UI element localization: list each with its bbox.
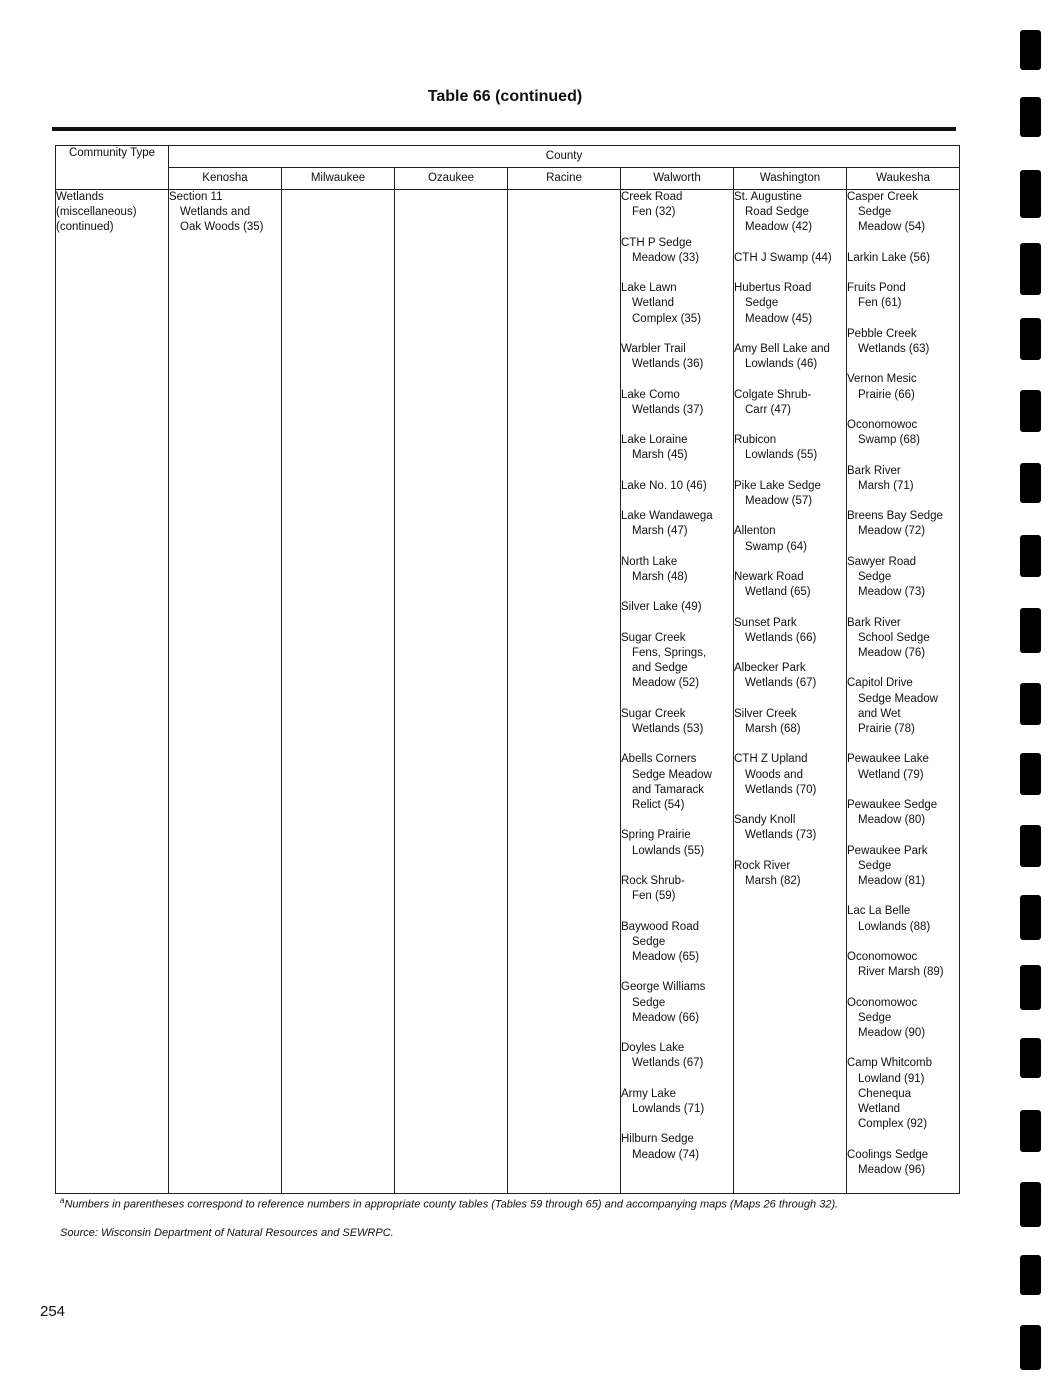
wetland-entry-line: Meadow (52) — [632, 677, 700, 690]
wetland-entry — [734, 281, 846, 327]
edge-mark — [1020, 1255, 1041, 1295]
wetland-entry-line: Wetland (79) — [858, 768, 924, 781]
wetland-entry-line: Meadow (65) — [632, 950, 700, 963]
wetland-entry-line: Marsh (47) — [632, 525, 688, 538]
edge-mark — [1020, 243, 1041, 295]
wetland-entry — [847, 950, 959, 980]
wetland-entry — [621, 1041, 733, 1071]
wetland-entry-line: Sedge — [632, 935, 666, 948]
wetland-entry-line: Lowlands (55) — [632, 844, 705, 857]
wetland-entry-line: Allenton — [734, 525, 776, 538]
wetland-entry — [734, 251, 846, 266]
wetland-entry-line: Wetlands (63) — [858, 342, 930, 355]
wetland-entry — [621, 190, 733, 220]
wetland-entry-line: Wetlands (70) — [745, 783, 817, 796]
wetland-entry-line: Relict (54) — [632, 798, 685, 811]
wetland-entry — [734, 752, 846, 798]
wetland-entry-line: Complex (35) — [632, 312, 702, 325]
wetland-entry — [621, 707, 733, 737]
footnote-marker: a — [60, 1196, 65, 1205]
wetland-entry-line: Newark Road — [734, 570, 804, 583]
wetland-entry-line: Meadow (74) — [632, 1148, 700, 1161]
kenosha-cell — [169, 190, 282, 1194]
wetland-entry-line: Sawyer Road — [847, 555, 917, 568]
wetland-entry-line: CTH J Swamp (44) — [734, 251, 832, 264]
wetland-entry — [734, 570, 846, 600]
wetland-entry — [847, 372, 959, 402]
wetland-entry-line: Meadow (54) — [858, 221, 926, 234]
edge-mark — [1020, 1182, 1041, 1227]
wetland-entry-line: Marsh (82) — [745, 874, 801, 887]
header-washington: Washington — [734, 168, 847, 190]
wetland-entry-line: River Marsh (89) — [858, 966, 944, 979]
wetland-entry-line: Larkin Lake (56) — [847, 251, 931, 264]
wetland-entry-line: Chenequa — [858, 1087, 912, 1100]
walworth-cell — [621, 190, 734, 1194]
wetland-entry-line: Section 11 — [169, 191, 223, 203]
page-number: 254 — [40, 1303, 66, 1320]
wetland-entry — [847, 1056, 959, 1132]
edge-marks — [1020, 0, 1044, 1380]
wetland-entry-line: Oconomowoc — [847, 996, 918, 1009]
wetland-entry-line: Fen (61) — [858, 297, 902, 310]
county-group-header: County — [169, 146, 960, 168]
edge-mark — [1020, 608, 1041, 653]
header-milwaukee: Milwaukee — [282, 168, 395, 190]
edge-mark — [1020, 390, 1041, 432]
wetland-entry-line: Hubertus Road — [734, 282, 812, 295]
wetland-entry-line: Sugar Creek — [621, 631, 686, 644]
wetland-entry-line: Carr (47) — [745, 403, 792, 416]
wetland-entry — [621, 1087, 733, 1117]
wetland-entry-line: Rock Shrub- — [621, 874, 685, 887]
wetland-entry — [734, 388, 846, 418]
wetland-entry-line: Camp Whitcomb — [847, 1057, 932, 1070]
wetland-entry-line: Lake Loraine — [621, 434, 688, 447]
milwaukee-cell — [282, 190, 395, 1194]
wetland-entry-line: Meadow (45) — [745, 312, 813, 325]
wetland-entry-line: Sedge Meadow — [632, 768, 712, 781]
wetland-entry-line: Wetland (65) — [745, 586, 811, 599]
wetland-entry — [734, 190, 846, 236]
wetland-entry — [847, 418, 959, 448]
wetland-entry — [847, 752, 959, 782]
wetland-entry-line: Capitol Drive — [847, 677, 913, 690]
wetland-entry-line: Wetland — [632, 297, 674, 310]
wetland-entry-line: Meadow (80) — [858, 814, 926, 827]
wetland-entry-line: Meadow (76) — [858, 646, 926, 659]
wetland-entry-line: Prairie (66) — [858, 388, 915, 401]
wetland-entry-line: Fruits Pond — [847, 282, 906, 295]
title-rule — [52, 127, 956, 131]
wetland-entry-line: George Williams — [621, 981, 706, 994]
wetland-entry-line: Sandy Knoll — [734, 814, 796, 827]
wetland-entry — [621, 479, 733, 494]
edge-mark — [1020, 753, 1041, 795]
waukesha-cell — [847, 190, 960, 1194]
wetland-entry-line: Meadow (81) — [858, 874, 926, 887]
wetland-entry-line: Wetlands (37) — [632, 403, 704, 416]
wetland-entry-line: Meadow (42) — [745, 221, 813, 234]
wetland-entry — [621, 388, 733, 418]
wetland-entry-line: Lowlands (55) — [745, 449, 818, 462]
wetland-entry-line: Wetlands (36) — [632, 358, 704, 371]
wetland-entry — [847, 904, 959, 934]
wetland-entry-line: Sedge — [858, 1011, 892, 1024]
wetland-entry — [847, 190, 959, 236]
wetland-entry-line: Marsh (68) — [745, 722, 801, 735]
wetland-entry — [734, 479, 846, 509]
wetland-entry-line: Meadow (96) — [858, 1163, 926, 1176]
footnote-text: Numbers in parentheses correspond to reference numbers in appropriate county tables (Tables 59 through 65) and accompanying maps (Maps 26 through 32). — [64, 1198, 839, 1211]
wetland-entry-line: Sedge — [858, 859, 892, 872]
wetland-entry — [847, 996, 959, 1042]
wetland-entry-line: Pewaukee Lake — [847, 753, 929, 766]
wetland-entry-line: and Wet — [858, 707, 901, 720]
edge-mark — [1020, 318, 1041, 360]
wetland-entry-line: Marsh (71) — [858, 479, 914, 492]
wetland-entry — [847, 798, 959, 828]
wetland-entry-line: Lowlands (88) — [858, 920, 931, 933]
header-racine: Racine — [508, 168, 621, 190]
community-type-line: (continued) — [56, 221, 114, 234]
wetland-entry — [734, 707, 846, 737]
wetland-entry-line: Marsh (45) — [632, 449, 688, 462]
wetland-entry — [621, 920, 733, 966]
wetland-entry — [847, 464, 959, 494]
wetland-entry-line: Complex (92) — [858, 1118, 928, 1131]
wetland-entry — [847, 251, 959, 266]
wetland-entry-line: Colgate Shrub- — [734, 388, 812, 401]
washington-cell — [734, 190, 847, 1194]
header-kenosha: Kenosha — [169, 168, 282, 190]
wetland-entry-line: Sedge — [858, 206, 892, 219]
wetland-entry-line: Rock River — [734, 859, 791, 872]
wetland-entry-line: Woods and — [745, 768, 803, 781]
wetland-entry-line: Sedge — [858, 570, 892, 583]
wetland-entry-line: Lake Wandawega — [621, 510, 713, 523]
wetland-entry — [847, 616, 959, 662]
wetland-entry-line: Fen (59) — [632, 890, 676, 903]
wetland-entry-line: Army Lake — [621, 1087, 676, 1100]
wetland-entry-line: Swamp (64) — [745, 540, 807, 553]
wetland-entry-line: Sedge Meadow — [858, 692, 938, 705]
ozaukee-cell — [395, 190, 508, 1194]
edge-mark — [1020, 825, 1041, 867]
wetland-entry-line: Rubicon — [734, 434, 777, 447]
wetland-entry-line: Pewaukee Sedge — [847, 798, 938, 811]
wetland-entry-line: CTH P Sedge — [621, 236, 692, 249]
table-title: Table 66 (continued) — [427, 88, 583, 105]
wetland-entry-line: Oconomowoc — [847, 950, 918, 963]
community-type-cell — [56, 190, 169, 1194]
wetland-entry-line: Bark River — [847, 464, 901, 477]
wetland-entry-line: Creek Road — [621, 191, 683, 203]
wetland-entry — [621, 828, 733, 858]
wetland-entry — [621, 600, 733, 615]
wetland-entry-line: Doyles Lake — [621, 1042, 685, 1055]
edge-mark — [1020, 535, 1041, 577]
wetland-entry-line: Baywood Road — [621, 920, 699, 933]
wetland-entry-line: Oconomowoc — [847, 418, 918, 431]
wetland-entry — [621, 980, 733, 1026]
wetland-entry-line: Coolings Sedge — [847, 1148, 929, 1161]
wetland-entry-line: Casper Creek — [847, 191, 918, 203]
wetland-entry-line: Silver Lake (49) — [621, 601, 702, 614]
wetland-entry-line: Hilburn Sedge — [621, 1133, 694, 1146]
edge-mark — [1020, 170, 1041, 218]
wetland-entry-line: Pike Lake Sedge — [734, 479, 821, 492]
wetland-entry-line: Prairie (78) — [858, 722, 915, 735]
wetland-entry-line: Lake No. 10 (46) — [621, 479, 707, 492]
wetland-entry — [734, 859, 846, 889]
wetland-entry-line: Fen (32) — [632, 206, 676, 219]
wetland-entry — [621, 509, 733, 539]
wetland-entry-line: Meadow (72) — [858, 525, 926, 538]
wetland-entry — [734, 616, 846, 646]
edge-mark — [1020, 1038, 1041, 1078]
racine-cell — [508, 190, 621, 1194]
community-type-line: (miscellaneous) — [56, 206, 137, 219]
wetland-entry — [621, 281, 733, 327]
wetland-entry-line: Meadow (57) — [745, 494, 813, 507]
wetland-entry-line: Pebble Creek — [847, 327, 917, 340]
wetland-entry — [734, 433, 846, 463]
wetland-entry-line: Lowlands (46) — [745, 358, 818, 371]
wetland-entry-line: St. Augustine — [734, 191, 802, 203]
edge-mark — [1020, 30, 1041, 70]
community-type-header: Community Type — [56, 146, 169, 190]
wetland-entry — [169, 190, 281, 236]
wetland-entry-line: Meadow (33) — [632, 251, 700, 264]
wetland-entry-line: Silver Creek — [734, 707, 797, 720]
wetland-entry-line: Sunset Park — [734, 616, 797, 629]
wetland-entry-line: Lake Lawn — [621, 282, 677, 295]
header-waukesha: Waukesha — [847, 168, 960, 190]
source-note: Source: Wisconsin Department of Natural Resources and SEWRPC. — [60, 1227, 394, 1239]
footnote — [60, 1196, 838, 1211]
wetland-entry-line: Meadow (73) — [858, 586, 926, 599]
wetland-entry — [734, 661, 846, 691]
wetlands-table — [55, 145, 960, 1194]
wetland-entry-line: Sedge — [632, 996, 666, 1009]
wetland-entry — [621, 631, 733, 692]
wetland-entry-line: Albecker Park — [734, 662, 806, 675]
edge-mark — [1020, 965, 1041, 1010]
wetland-entry — [847, 281, 959, 311]
wetland-entry-line: Swamp (68) — [858, 434, 920, 447]
wetland-entry — [734, 813, 846, 843]
wetland-entry-line: Lowlands (71) — [632, 1102, 705, 1115]
wetland-entry-line: Wetlands (67) — [745, 677, 817, 690]
wetland-entry-line: Breens Bay Sedge — [847, 510, 943, 523]
edge-mark — [1020, 1110, 1041, 1152]
wetland-entry-line: Fens, Springs, — [632, 646, 707, 659]
wetland-entry — [847, 1148, 959, 1178]
wetland-entry — [621, 555, 733, 585]
wetland-entry — [621, 752, 733, 813]
wetland-entry-line: Spring Prairie — [621, 829, 691, 842]
wetland-entry-line: Wetland — [858, 1102, 900, 1115]
wetland-entry-line: Wetlands (67) — [632, 1057, 704, 1070]
wetland-entry — [621, 433, 733, 463]
header-ozaukee: Ozaukee — [395, 168, 508, 190]
wetland-entry-line: Sugar Creek — [621, 707, 686, 720]
edge-mark — [1020, 97, 1041, 137]
wetland-entry-line: Sedge — [745, 297, 779, 310]
wetland-entry-line: Meadow (90) — [858, 1026, 926, 1039]
wetland-entry-line: CTH Z Upland — [734, 753, 808, 766]
wetland-entry-line: Bark River — [847, 616, 901, 629]
wetland-entry — [621, 342, 733, 372]
wetland-entry — [847, 844, 959, 890]
wetland-entry-line: Wetlands and — [180, 206, 251, 219]
wetland-entry-line: Lake Como — [621, 388, 680, 401]
wetland-entry-line: Oak Woods (35) — [180, 221, 264, 234]
wetland-entry-line: Lac La Belle — [847, 905, 911, 918]
wetland-entry — [621, 1132, 733, 1162]
edge-mark — [1020, 1325, 1041, 1370]
wetland-entry-line: School Sedge — [858, 631, 930, 644]
wetland-entry-line: Abells Corners — [621, 753, 697, 766]
wetland-entry-line: Vernon Mesic — [847, 373, 917, 386]
wetland-entry — [621, 236, 733, 266]
wetland-entry-line: Marsh (48) — [632, 570, 688, 583]
wetland-entry — [847, 327, 959, 357]
wetland-entry — [847, 509, 959, 539]
wetland-entry-line: Meadow (66) — [632, 1011, 700, 1024]
wetland-entry — [847, 676, 959, 737]
wetland-entry-line: Amy Bell Lake and — [734, 342, 830, 355]
wetland-entry-line: Wetlands (66) — [745, 631, 817, 644]
wetland-entry-line: Lowland (91) — [858, 1072, 925, 1085]
wetland-entry — [734, 524, 846, 554]
edge-mark — [1020, 683, 1041, 725]
edge-mark — [1020, 895, 1041, 940]
wetland-entry-line: and Tamarack — [632, 783, 705, 796]
community-type-line: Wetlands — [56, 191, 104, 203]
wetland-entry — [734, 342, 846, 372]
wetland-entry-line: Pewaukee Park — [847, 844, 928, 857]
header-walworth: Walworth — [621, 168, 734, 190]
wetland-entry-line: Wetlands (53) — [632, 722, 704, 735]
wetland-entry — [621, 874, 733, 904]
wetland-entry-line: Road Sedge — [745, 206, 809, 219]
wetland-entry-line: and Sedge — [632, 662, 688, 675]
wetland-entry-line: Warbler Trail — [621, 342, 686, 355]
edge-mark — [1020, 463, 1041, 503]
wetland-entry-line: Wetlands (73) — [745, 829, 817, 842]
wetland-entry-line: North Lake — [621, 555, 678, 568]
wetland-entry — [847, 555, 959, 601]
